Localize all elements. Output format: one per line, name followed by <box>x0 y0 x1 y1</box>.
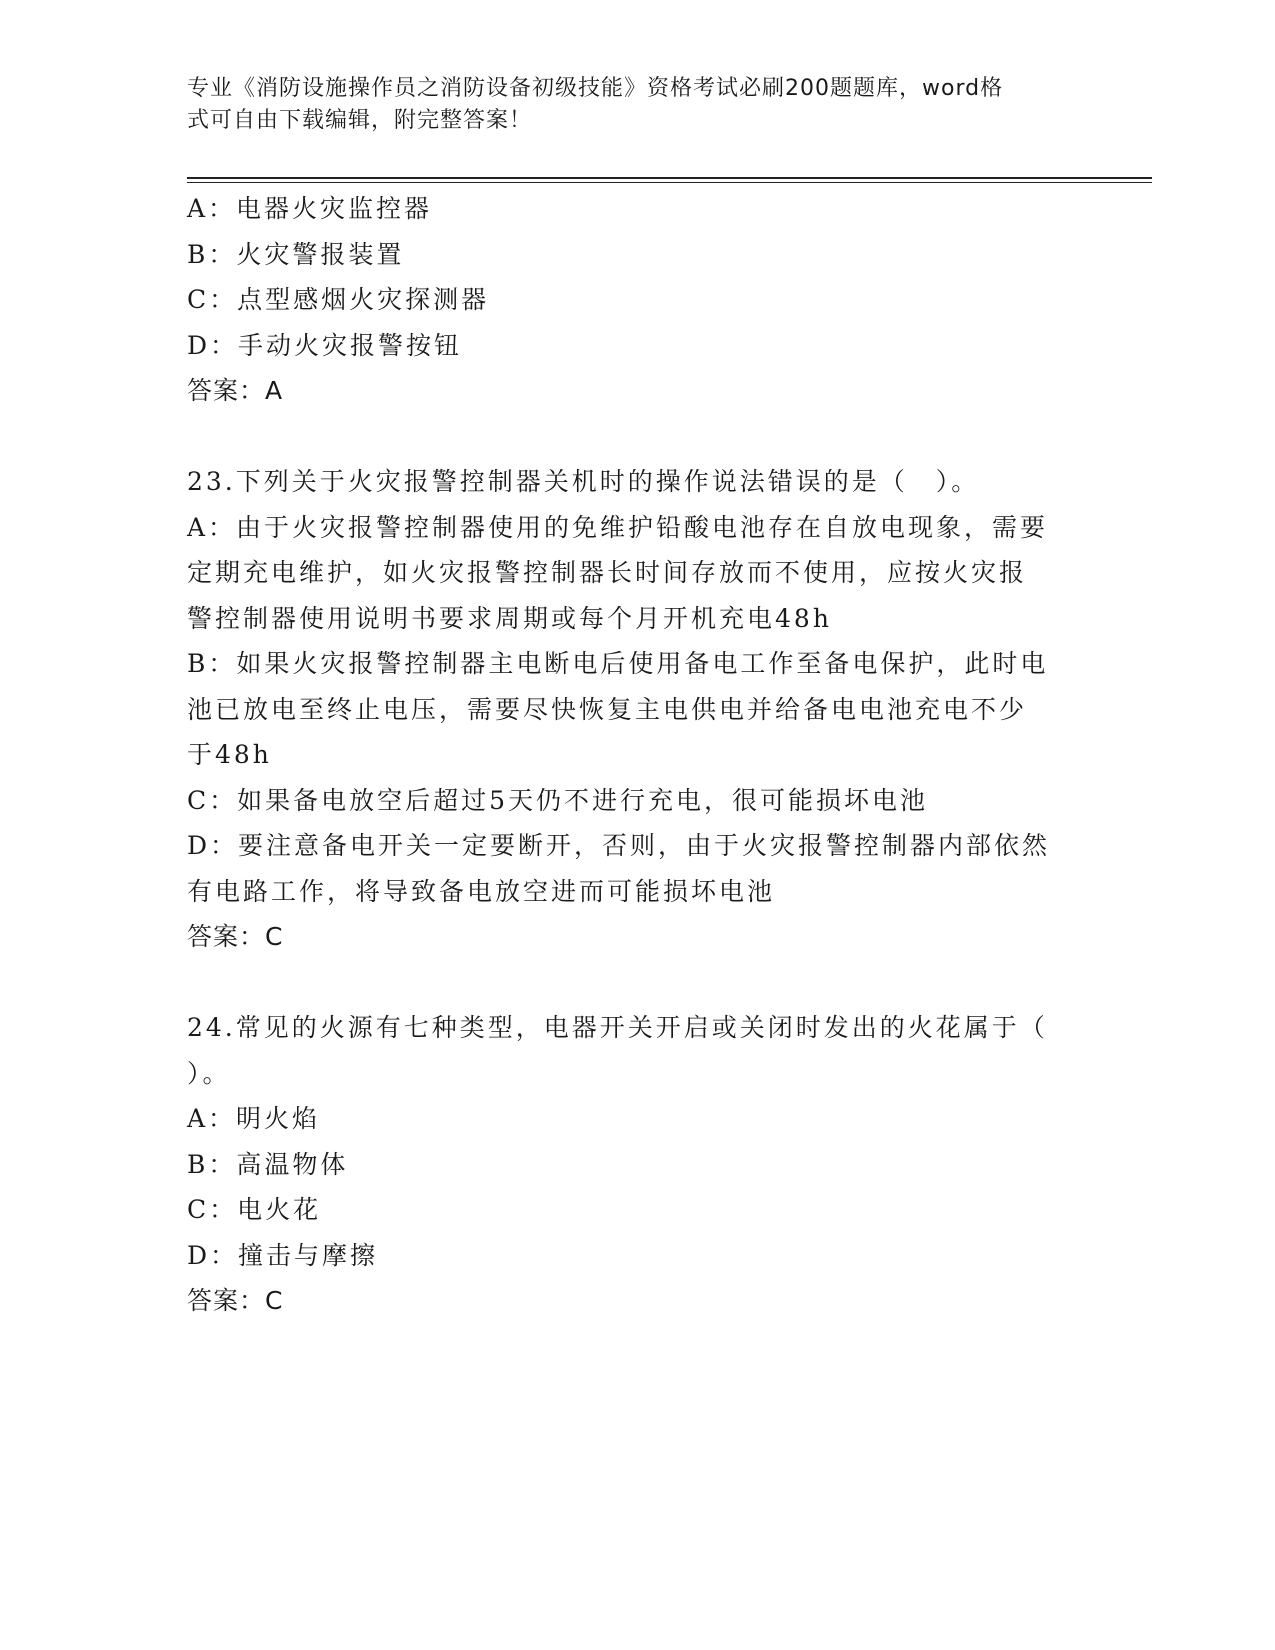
option-c: C：如果备电放空后超过5天仍不进行充电，很可能损坏电池 <box>187 785 929 815</box>
question-block <box>187 459 1087 960</box>
question-block <box>187 1005 1087 1324</box>
header-divider <box>187 177 1152 183</box>
question-stem: 23.下列关于火灾报警控制器关机时的操作说法错误的是（ ）。 <box>187 467 980 496</box>
option-d: D：要注意备电开关一定要断开，否则，由于火灾报警控制器内部依然 <box>187 831 1051 860</box>
option-b: B：火灾警报装置 <box>187 239 405 269</box>
question-stem: 24.常见的火源有七种类型，电器开关开启或关闭时发出的火花属于（ <box>187 1013 1048 1042</box>
option-d: D：手动火灾报警按钮 <box>187 330 463 360</box>
option-a-continued: 定期充电维护，如火灾报警控制器长时间存放而不使用，应按火灾报 <box>187 558 1028 587</box>
option-a: A：由于火灾报警控制器使用的免维护铅酸电池存在自放电现象，需要 <box>187 512 1049 542</box>
question-content <box>187 186 1087 1324</box>
answer-line: 答案：C <box>187 1286 284 1315</box>
question-stem-continued: ）。 <box>187 1058 231 1088</box>
option-c: C：点型感烟火灾探测器 <box>187 285 490 314</box>
question-spacer <box>187 960 1087 1006</box>
option-c: C：电火花 <box>187 1195 322 1224</box>
question-block <box>187 186 1087 414</box>
header-line: 专业《消防设施操作员之消防设备初级技能》资格考试必刷200题题库，word格 <box>187 76 1004 101</box>
option-b-continued: 于48h <box>187 740 272 769</box>
option-b: B：高温物体 <box>187 1149 349 1179</box>
header-line: 式可自由下载编辑，附完整答案！ <box>187 108 533 133</box>
option-d: D：撞击与摩擦 <box>187 1240 379 1270</box>
answer-line: 答案：A <box>187 376 284 405</box>
answer-line: 答案：C <box>187 922 284 951</box>
option-b-continued: 池已放电至终止电压，需要尽快恢复主电供电并给备电电池充电不少 <box>187 694 1028 724</box>
question-spacer <box>187 414 1087 460</box>
document-header <box>187 73 1067 137</box>
option-d-continued: 有电路工作，将导致备电放空进而可能损坏电池 <box>187 876 776 906</box>
option-a: A：电器火灾监控器 <box>187 194 433 223</box>
option-a-continued: 警控制器使用说明书要求周期或每个月开机充电48h <box>187 603 832 633</box>
option-b: B：如果火灾报警控制器主电断电后使用备电工作至备电保护，此时电 <box>187 649 1049 678</box>
option-a: A：明火焰 <box>187 1104 321 1133</box>
